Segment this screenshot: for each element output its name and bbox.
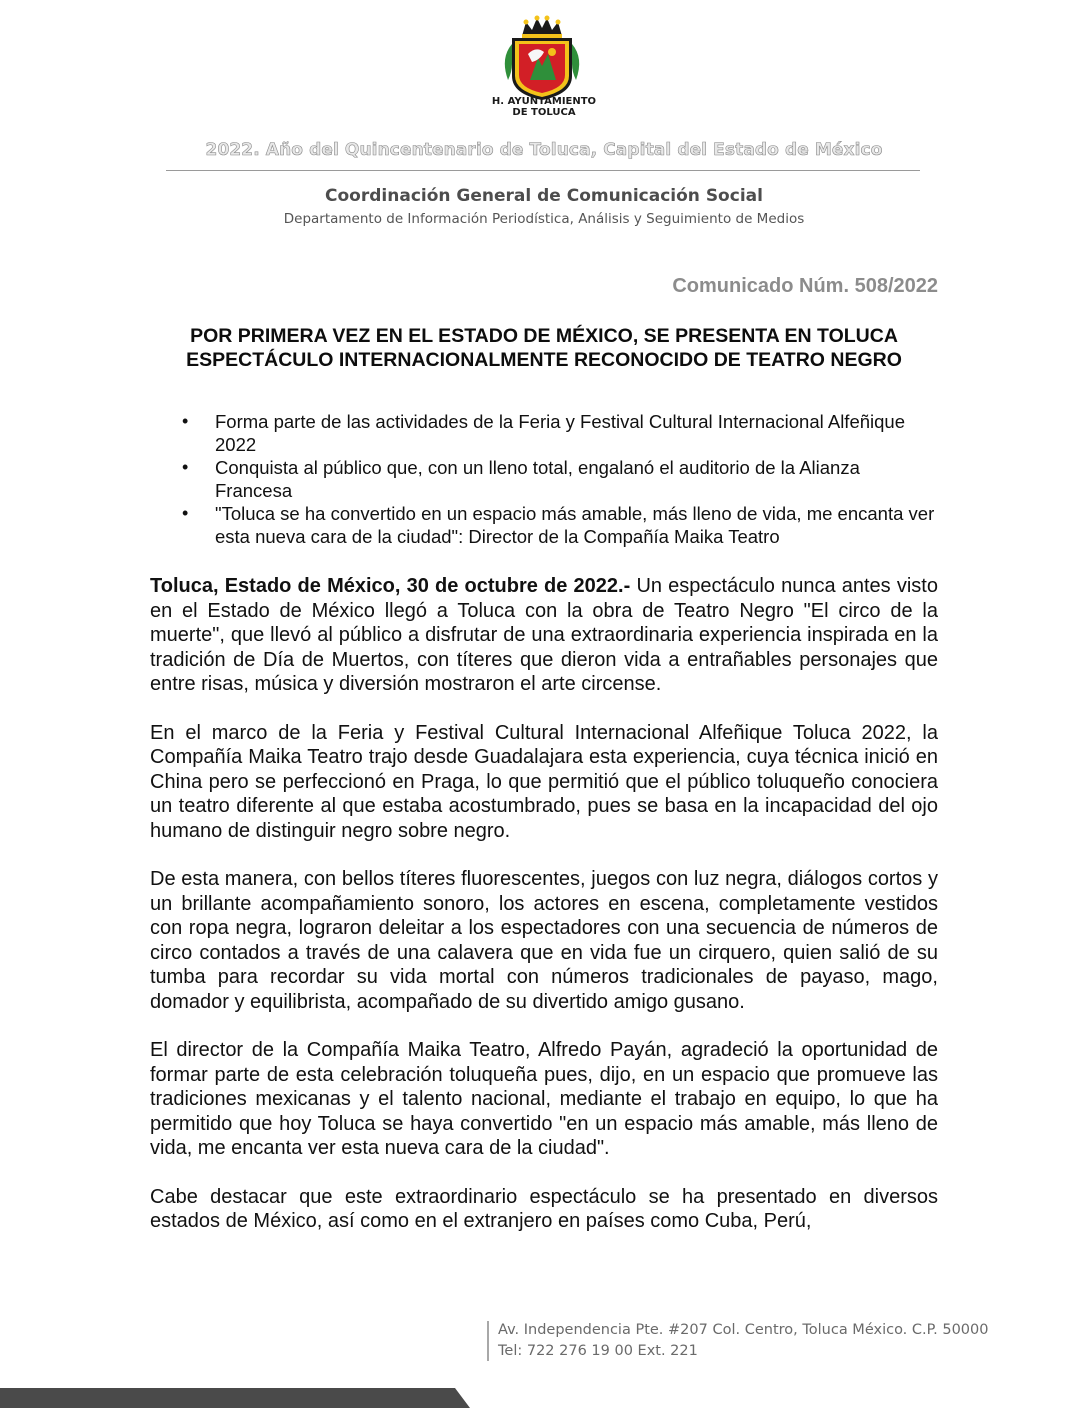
logo-caption-line2: DE TOLUCA [512,107,576,118]
paragraph-text: Un espectáculo nunca antes visto en el Estado de México llegó a Toluca con la obra de Teatro Negro "El circo de la muerte", que llevó al público a disfrutar de una extraordinaria experiencia inspirada en la tradición de Día de Muertos, con títeres que dieron vida a entrañables personajes que entre risas, música y diversión mostraron el arte circense. [150,575,938,695]
dateline: Toluca, Estado de México, 30 de octubre de 2022.- [150,575,631,597]
footer-contact [498,1320,988,1362]
header-divider [166,170,920,171]
headline [150,324,938,372]
body-paragraph [150,574,938,697]
footer-phone: Tel: 722 276 19 00 Ext. 221 [498,1343,698,1359]
footer-address: Av. Independencia Pte. #207 Col. Centro, Toluca México. C.P. 50000 [498,1322,989,1338]
logo-caption-line1: H. AYUNTAMIENTO [491,96,597,107]
department-subtitle: Departamento de Información Periodística, Análisis y Seguimiento de Medios [283,211,805,227]
shield-icon [512,38,572,100]
body-paragraph: De esta manera, con bellos títeres fluorescentes, juegos con luz negra, diálogos cortos y un brillante acompañamiento sonoro, los actores en escena, completamente vestidos con ropa negra, lograron deleitar a los espectadores con una secuencia de números de circo contados a través de una calavera que en vida fue un cirquero, quien salió de su tumba para recordar su vida mortal con números tradicionales de payaso, mago, domador y equilibrista, acompañado de su divertido amigo gusano. [150,868,938,1013]
article-body [150,574,938,1258]
footer-band [0,1388,470,1408]
year-motto: 2022. Año del Quincentenario de Toluca, Capital del Estado de México [205,140,883,160]
logo-caption [470,96,618,118]
crown-icon [522,16,562,39]
body-paragraph: El director de la Compañía Maika Teatro, Alfredo Payán, agradeció la oportunidad de formar parte de esta celebración toluqueña pues, dijo, en un espacio que promueve las tradiciones mexicanas y el talento nacional, mediante el trabajo en equipo, lo que ha permitido que hoy Toluca se haya convertido "en un espacio más amable, más lleno de vida, me encanta ver esta nueva cara de la ciudad". [150,1039,938,1159]
highlight-item: • "Toluca se ha convertido en un espacio más amable, más lleno de vida, me encanta ver esta nueva cara de la ciudad": Director de la Compañía Maika Teatro [150,502,940,548]
headline-line1: POR PRIMERA VEZ EN EL ESTADO DE MÉXICO, SE PRESENTA EN TOLUCA [190,325,898,347]
coordination-title: Coordinación General de Comunicación Social [325,186,763,206]
highlight-item: • Forma parte de las actividades de la Feria y Festival Cultural Internacional Alfeñique 2022 [150,410,940,456]
body-paragraph: Cabe destacar que este extraordinario espectáculo se ha presentado en diversos estados de México, así como en el extranjero en países como Cuba, Perú, [150,1185,938,1232]
highlights-list [150,410,940,548]
headline-line2: ESPECTÁCULO INTERNACIONALMENTE RECONOCIDO DE TEATRO NEGRO [186,349,902,371]
body-paragraph: En el marco de la Feria y Festival Cultural Internacional Alfeñique Toluca 2022, la Compañía Maika Teatro trajo desde Guadalajara esta experiencia, cuya técnica inició en China pero se perfeccionó en Praga, lo que permitió que el público toluqueño conociera un teatro diferente al que estaba acostumbrado, pues se basa en la incapacidad del ojo humano de distinguir negro sobre negro. [150,721,938,842]
footer-divider [487,1321,489,1361]
release-number: Comunicado Núm. 508/2022 [672,275,938,297]
highlight-item: • Conquista al público que, con un lleno total, engalanó el auditorio de la Alianza Francesa [150,456,940,502]
